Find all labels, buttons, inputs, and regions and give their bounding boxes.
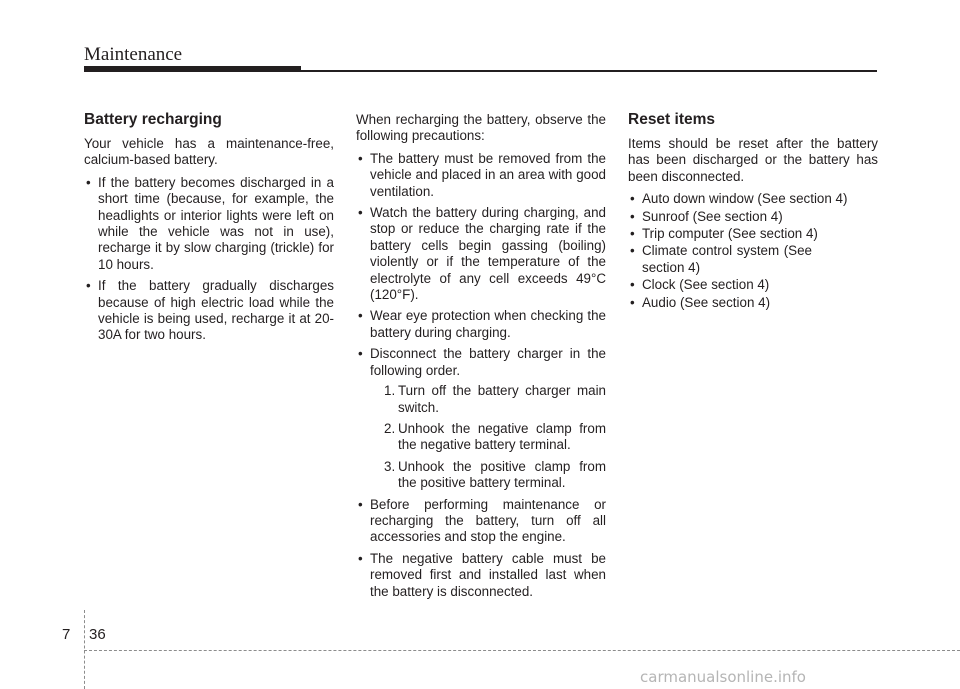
bullet-glyph: • (630, 191, 635, 207)
list-item (356, 151, 606, 200)
bullet-glyph: • (630, 226, 635, 242)
reset-items-intro: Items should be reset after the battery has been discharged or the battery has been disconnected. (628, 136, 878, 184)
step-item (384, 459, 606, 492)
step-number: 1. (384, 383, 396, 399)
disconnect-steps (370, 383, 606, 491)
column-reset-items (628, 110, 878, 312)
bullet-glyph: • (358, 346, 363, 362)
bullet-glyph: • (86, 278, 91, 294)
bullet-glyph: • (358, 150, 363, 166)
list-item-text: Sunroof (See section 4) (642, 208, 783, 224)
reset-items-heading: Reset items (628, 111, 716, 128)
list-item-text: Before performing maintenance or recharging the battery, turn off all accessories and stop the engine. (370, 496, 606, 545)
list-item-text: Wear eye protection when checking the battery during charging. (370, 308, 606, 340)
column-precautions (356, 112, 606, 605)
list-item (84, 175, 334, 273)
column-battery-recharging (84, 110, 334, 349)
reset-items-list (628, 191, 878, 311)
step-number: 2. (384, 420, 396, 436)
list-item-text: If the battery gradually discharges because of high electric load while the vehicle is being used, recharge it at 20-30A for two hours. (98, 278, 334, 343)
bullet-glyph: • (358, 550, 363, 566)
bullet-glyph: • (358, 496, 363, 512)
bullet-glyph: • (630, 294, 635, 310)
step-text: Unhook the negative clamp from the negative battery terminal. (398, 420, 606, 453)
list-item (628, 209, 878, 225)
bullet-glyph: • (630, 243, 635, 259)
list-item (628, 277, 878, 293)
list-item (356, 551, 606, 600)
list-item-text: Clock (See section 4) (642, 277, 770, 293)
list-item (356, 308, 606, 341)
precautions-list (356, 151, 606, 600)
battery-recharging-heading: Battery recharging (84, 111, 222, 128)
list-item (628, 226, 878, 242)
step-text: Turn off the battery charger main switch. (398, 383, 606, 415)
list-item-text: Auto down window (See section 4) (642, 191, 848, 207)
list-item-text: Trip computer (See section 4) (642, 226, 818, 242)
section-title: Maintenance (84, 44, 183, 65)
bullet-glyph: • (358, 205, 363, 221)
bullet-glyph: • (630, 208, 635, 224)
list-item (628, 191, 878, 207)
list-item (356, 346, 606, 491)
list-item (84, 278, 334, 344)
watermark: carmanualsonline.info (640, 668, 806, 686)
list-item-text: Audio (See section 4) (642, 294, 771, 310)
step-text: Unhook the positive clamp from the positive battery terminal. (398, 458, 606, 491)
list-item-text: Disconnect the battery charger in the following order. (370, 346, 606, 378)
list-item-text: If the battery becomes discharged in a short time (because, for example, the headlights or interior lights were left on while the vehicle was not in use), recharge it by slow charging (trickle) for 10 hours. (98, 174, 334, 272)
battery-recharging-intro: Your vehicle has a maintenance-free, calcium-based battery. (84, 136, 334, 168)
battery-recharging-list (84, 175, 334, 344)
header-rule (301, 70, 877, 72)
bullet-glyph: • (86, 174, 91, 190)
page-number: 36 (89, 626, 106, 643)
bullet-glyph: • (630, 277, 635, 293)
list-item-text: Climate control system (See section 4) (642, 243, 812, 275)
chapter-number: 7 (62, 626, 71, 643)
list-item (628, 243, 812, 276)
precautions-intro: When recharging the battery, observe the following precautions: (356, 112, 606, 144)
step-number: 3. (384, 458, 396, 474)
header-bar (84, 66, 301, 72)
list-item (356, 205, 606, 303)
list-item-text: The battery must be removed from the vehicle and placed in an area with good ventilation. (370, 150, 606, 199)
list-item (356, 497, 606, 546)
bullet-glyph: • (358, 308, 363, 324)
footer-divider (84, 610, 85, 689)
list-item (628, 295, 878, 311)
footer-rule (84, 650, 960, 651)
step-item (384, 421, 606, 454)
step-item (384, 383, 606, 416)
list-item-text: Watch the battery during charging, and stop or reduce the charging rate if the battery cells begin gassing (boiling) violently or if the temperature of the electrolyte of any cell exceeds 49°C (120°F). (370, 205, 606, 303)
list-item-text: The negative battery cable must be removed first and installed last when the battery is disconnected. (370, 550, 606, 599)
